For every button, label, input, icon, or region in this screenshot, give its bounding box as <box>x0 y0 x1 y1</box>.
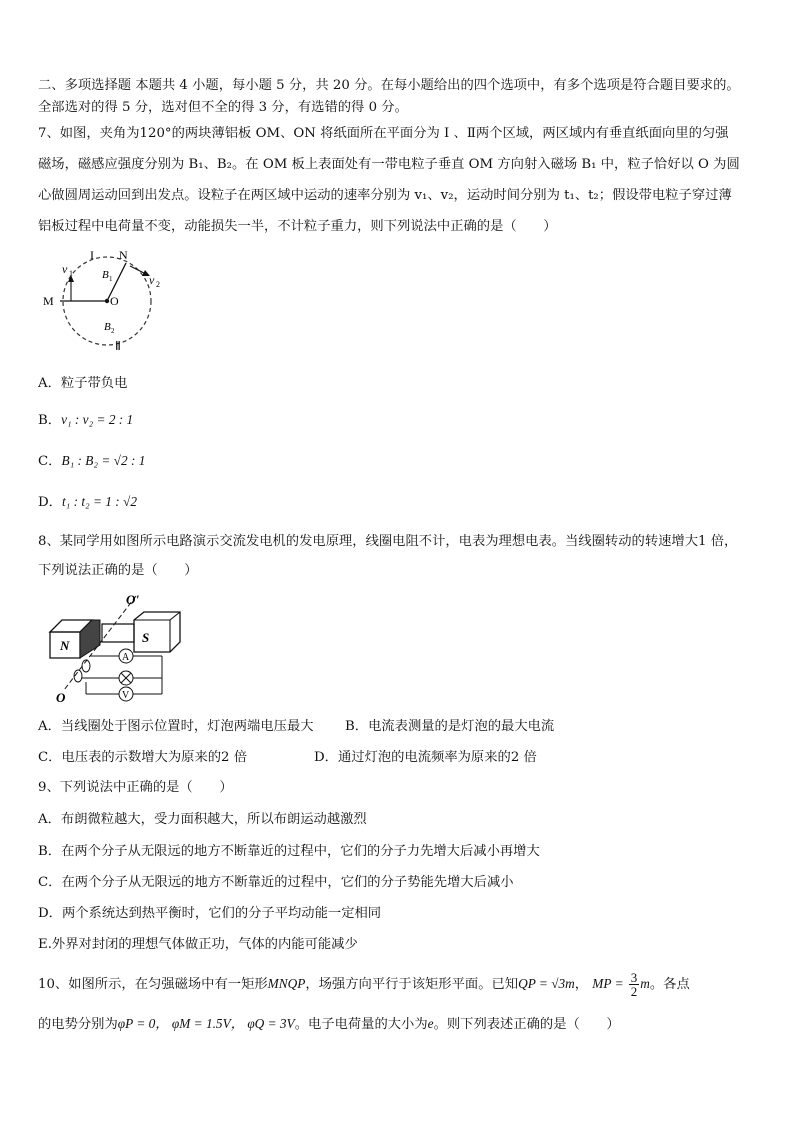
q7-stem-line1: 7、如图，夹角为120°的两块薄铝板 OM、ON 将纸面所在平面分为 Ⅰ 、Ⅱ两个区域，两区域内有垂直纸面向里的匀强 <box>38 126 729 141</box>
magnet-S-edge-2 <box>170 612 180 620</box>
q10-mp-fraction <box>629 971 640 998</box>
q10-text-1d: 。各点 <box>649 977 690 992</box>
q7-option-c-formula: B₁ : B₂ = √2 : 1 <box>61 453 146 468</box>
q10-potentials: φP = 0， φM = 1.5V， φQ = 3V <box>117 1016 295 1031</box>
q8-option-a: A．当线圈处于图示位置时，灯泡两端电压最大 <box>38 719 314 734</box>
q9-option-e: E.外界对封闭的理想气体做正功，气体的内能可能减少 <box>38 937 358 952</box>
q8-option-d: D．通过灯泡的电流频率为原来的2 倍 <box>314 750 537 765</box>
q9-option-b: B．在两个分子从无限远的地方不断靠近的过程中，它们的分子力先增大后减小再增大 <box>38 844 540 859</box>
q8-option-b: B．电流表测量的是灯泡的最大电流 <box>345 719 555 734</box>
magnet-N-pole-face <box>80 620 100 658</box>
magnet-S-label: S <box>142 630 150 645</box>
section-header-line2: 全部选对的得 5 分，选对但不全的得 3 分，有选错的得 0 分。 <box>38 100 408 115</box>
voltmeter-label: V <box>122 690 130 701</box>
q9-option-c: C．在两个分子从无限远的地方不断靠近的过程中，它们的分子势能先增大后减小 <box>38 875 514 890</box>
q8-option-c: C．电压表的示数增大为原来的2 倍 <box>38 750 248 765</box>
region-II-label: Ⅱ <box>115 339 121 353</box>
v2-label: v <box>149 273 155 287</box>
q7-option-d-formula: t₁ : t₂ = 1 : √2 <box>61 494 137 509</box>
q7-magnetic-field-diagram <box>40 246 180 356</box>
q8-stem-line1: 8、某同学用如图所示电路演示交流发电机的发电原理，线圈电阻不计，电表为理想电表。当线圈转动的转速增大1 倍， <box>38 534 738 549</box>
coil <box>102 624 134 642</box>
q10-text-1b: ，场强方向平行于该矩形平面。已知 <box>305 977 519 992</box>
q7-option-b <box>38 410 133 431</box>
v1-subscript: 1 <box>69 269 73 278</box>
point-N-label: N <box>119 248 128 262</box>
B2-subscript: 2 <box>111 327 115 335</box>
q10-text-2b: 。电子电荷量的大小为 <box>294 1017 428 1032</box>
axis-top-label: O' <box>126 592 139 607</box>
q10-text-1a: 10、如图所示，在匀强磁场中有一矩形 <box>38 977 268 992</box>
q10-text-2c: 。则下列表述正确的是（ ） <box>433 1017 620 1032</box>
B1-label: B <box>102 269 109 281</box>
q9-option-a: A．布朗微粒越大，受力面积越大，所以布朗运动越激烈 <box>38 812 367 827</box>
q10-text-1c: ， <box>574 977 589 992</box>
point-O-label: O <box>110 294 119 308</box>
region-I-label: I <box>90 248 94 262</box>
ammeter-label: A <box>122 652 130 663</box>
v1-label: v <box>62 262 68 276</box>
q10-mp-unit: m <box>640 976 650 991</box>
q10-stem-line1 <box>38 971 690 998</box>
q10-text-2a: 的电势分别为 <box>38 1017 118 1032</box>
q10-stem-line2 <box>38 1014 620 1035</box>
magnet-N-label: N <box>60 638 70 653</box>
q7-stem-line2: 磁场，磁感应强度分别为 B₁、B₂。在 OM 板上表面处有一带电粒子垂直 OM 方向射入磁场 B₁ 中，粒子恰好以 O 为圆 <box>38 157 740 172</box>
q10-mp-label: MP = <box>592 976 624 991</box>
q10-rect-name: MNQP <box>267 976 306 991</box>
q7-option-a: A．粒子带负电 <box>38 376 128 391</box>
center-point-O <box>105 299 109 303</box>
fraction-numerator: 3 <box>630 970 638 985</box>
v2-subscript: 2 <box>156 280 160 289</box>
B1-subscript: 1 <box>109 275 113 283</box>
B2-label: B <box>104 321 111 333</box>
q7-option-b-prefix: B． <box>38 413 62 428</box>
q10-charge-symbol: e <box>427 1016 434 1031</box>
q8-generator-diagram <box>42 590 182 712</box>
q7-stem-line4: 铝板过程中电荷量不变，动能损失一半，不计粒子重力，则下列说法中正确的是（ ） <box>38 219 557 234</box>
axis-bottom-label: O <box>56 690 66 705</box>
q7-option-c <box>38 451 145 472</box>
q7-option-d <box>38 492 137 513</box>
q7-option-d-prefix: D． <box>38 495 62 510</box>
q9-stem: 9、下列说法中正确的是（ ） <box>38 780 233 795</box>
q7-option-b-formula: v₁ : v₂ = 2 : 1 <box>61 412 134 427</box>
point-M-label: M <box>43 294 54 308</box>
q7-option-c-prefix: C． <box>38 454 62 469</box>
section-header-line1: 二、多项选择题 本题共 4 小题，每小题 5 分，共 20 分。在每小题给出的四个选项中，有多个选项是符合题目要求的。 <box>38 78 740 93</box>
fraction-denominator: 2 <box>630 984 638 999</box>
q7-stem-line3: 心做圆周运动回到出发点。设粒子在两区域中运动的速率分别为 v₁、v₂，运动时间分别为 t₁、t₂；假设带电粒子穿过薄 <box>38 188 732 203</box>
q9-option-d: D．两个系统达到热平衡时，它们的分子平均动能一定相同 <box>38 906 382 921</box>
q8-stem-line2: 下列说法正确的是（ ） <box>38 563 198 578</box>
q10-qp-length: QP = √3m <box>518 976 575 991</box>
